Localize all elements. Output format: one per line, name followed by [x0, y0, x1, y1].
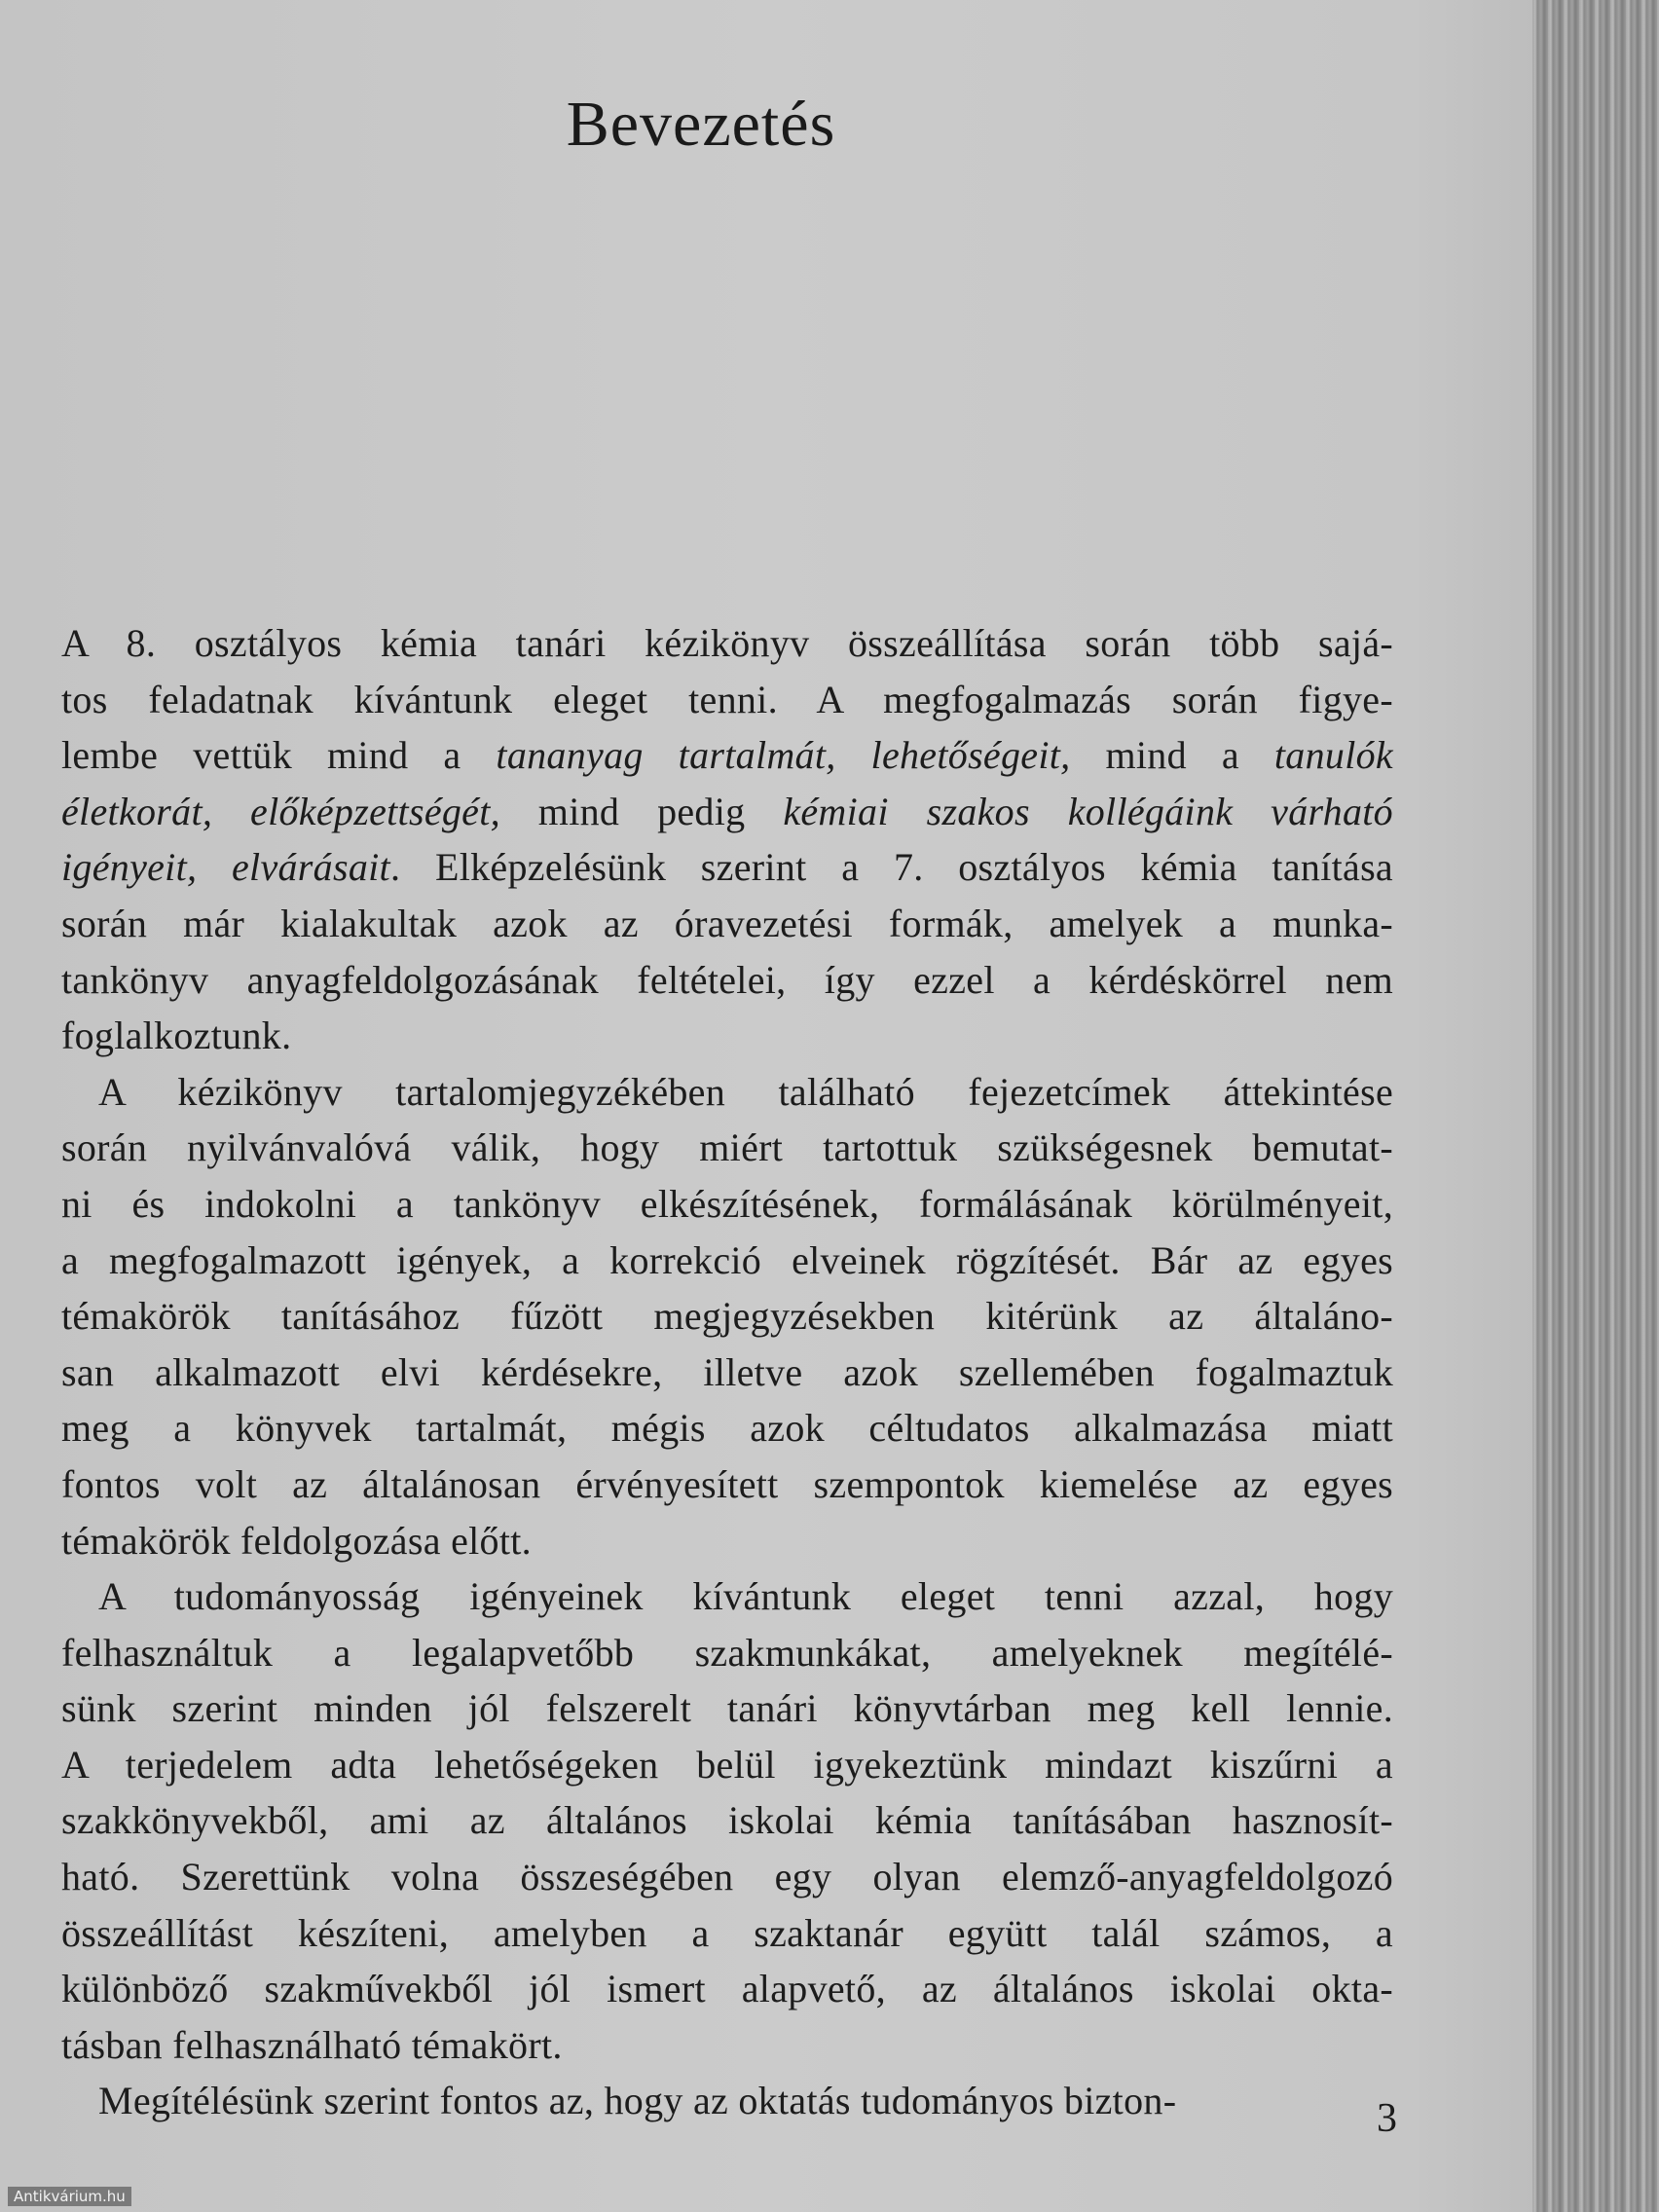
text-line: [61, 1568, 1393, 1625]
text-line: [61, 1792, 1393, 1849]
italic-text: tananyag tartalmát, lehetőségeit,: [496, 733, 1071, 778]
text-run: A tudományosság igényeinek kívántunk eleget tenni azzal, hogy: [98, 1574, 1393, 1619]
text-run: összeállítást készíteni, amelyben a szaktanár együtt talál számos, a: [61, 1910, 1393, 1955]
text-line: [61, 1345, 1393, 1401]
text-line: [61, 1737, 1393, 1793]
italic-text: tanulók: [1273, 733, 1393, 778]
text-line: [61, 727, 1393, 784]
text-run: a megfogalmazott igények, a korrekció elveinek rögzítését. Bár az egyes: [61, 1237, 1393, 1282]
text-run: Megítélésünk szerint fontos az, hogy az oktatás tudományos bizton-: [98, 2079, 1177, 2123]
text-line: [61, 2017, 1393, 2074]
text-line: [61, 1961, 1393, 2017]
text-line: [61, 1120, 1393, 1176]
text-run: témakörök tanításához fűzött megjegyzésekben kitérünk az általáno-: [61, 1294, 1393, 1339]
text-line: [61, 615, 1393, 672]
paragraph: [61, 1568, 1393, 2073]
text-line: [61, 952, 1393, 1009]
text-line: [61, 1849, 1393, 1905]
text-run: tos feladatnak kívántunk eleget tenni. A megfogalmazás során figye-: [61, 677, 1393, 721]
paragraph: [61, 2073, 1393, 2129]
italic-text: igényeit, elvárásait: [61, 845, 390, 890]
text-line: [61, 1008, 1393, 1064]
text-line: [61, 1513, 1393, 1569]
text-run: mind pedig: [499, 789, 784, 833]
paragraph: [61, 615, 1393, 1064]
text-run: felhasználtuk a legalapvetőbb szakmunkákat, amelyeknek megítélé-: [61, 1630, 1393, 1675]
text-line: [61, 672, 1393, 728]
page-title: Bevezetés: [566, 89, 836, 160]
text-line: [61, 896, 1393, 952]
text-line: [61, 1288, 1393, 1345]
text-line: [61, 1400, 1393, 1456]
text-run: során már kialakultak azok az óravezetési formák, amelyek a munka-: [61, 901, 1393, 945]
text-line: [61, 1233, 1393, 1289]
text-line: [61, 2073, 1393, 2129]
text-run: meg a könyvek tartalmát, mégis azok céltudatos alkalmazása miatt: [61, 1406, 1393, 1451]
italic-text: életkorát, előképzettségét,: [61, 789, 500, 833]
text-run: A 8. osztályos kémia tanári kézikönyv összeállítása során több sajá-: [61, 621, 1393, 665]
text-line: [61, 784, 1393, 840]
text-run: mind a: [1070, 733, 1274, 778]
text-run: szakkönyvekből, ami az általános iskolai kémia tanításában hasznosít-: [61, 1798, 1393, 1843]
text-run: sünk szerint minden jól felszerelt tanári könyvtárban meg kell lennie.: [61, 1686, 1393, 1731]
italic-text: kémiai szakos kollégáink várható: [783, 789, 1393, 833]
text-run: san alkalmazott elvi kérdésekre, illetve azok szellemében fogalmaztuk: [61, 1349, 1393, 1394]
text-line: [61, 1064, 1393, 1121]
text-line: [61, 1680, 1393, 1737]
text-line: [61, 1176, 1393, 1233]
text-line: [61, 1905, 1393, 1962]
text-run: tásban felhasználható témakört.: [61, 2022, 563, 2067]
text-line: [61, 839, 1393, 896]
text-run: . Elképzelésünk szerint a 7. osztályos kémia tanítása: [389, 845, 1393, 890]
text-run: témakörök feldolgozása előtt.: [61, 1518, 532, 1563]
text-run: tankönyv anyagfeldolgozásának feltételei, így ezzel a kérdéskörrel nem: [61, 957, 1393, 1002]
text-run: foglalkoztunk.: [61, 1014, 292, 1058]
text-run: fontos volt az általánosan érvényesített szempontok kiemelése az egyes: [61, 1461, 1393, 1506]
text-run: ni és indokolni a tankönyv elkészítésének, formálásának körülményeit,: [61, 1181, 1393, 1226]
watermark: Antikvárium.hu: [8, 2187, 131, 2206]
text-run: A terjedelem adta lehetőségeken belül igyekeztünk mindazt kiszűrni a: [61, 1742, 1393, 1787]
text-run: különböző szakművekből jól ismert alapvető, az általános iskolai okta-: [61, 1967, 1393, 2011]
text-line: [61, 1456, 1393, 1513]
page-number: 3: [1377, 2096, 1397, 2141]
text-line: [61, 1625, 1393, 1681]
text-run: során nyilvánvalóvá válik, hogy miért tartottuk szükségesnek bemutat-: [61, 1125, 1393, 1170]
paragraph: [61, 1064, 1393, 1568]
text-run: lembe vettük mind a: [61, 733, 497, 778]
body-text: [61, 615, 1393, 2129]
text-run: A kézikönyv tartalomjegyzékében található fejezetcímek áttekintése: [98, 1069, 1393, 1114]
text-run: ható. Szerettünk volna összeségében egy olyan elemző-anyagfeldolgozó: [61, 1855, 1393, 1899]
page-stack-edge: [1532, 0, 1659, 2212]
